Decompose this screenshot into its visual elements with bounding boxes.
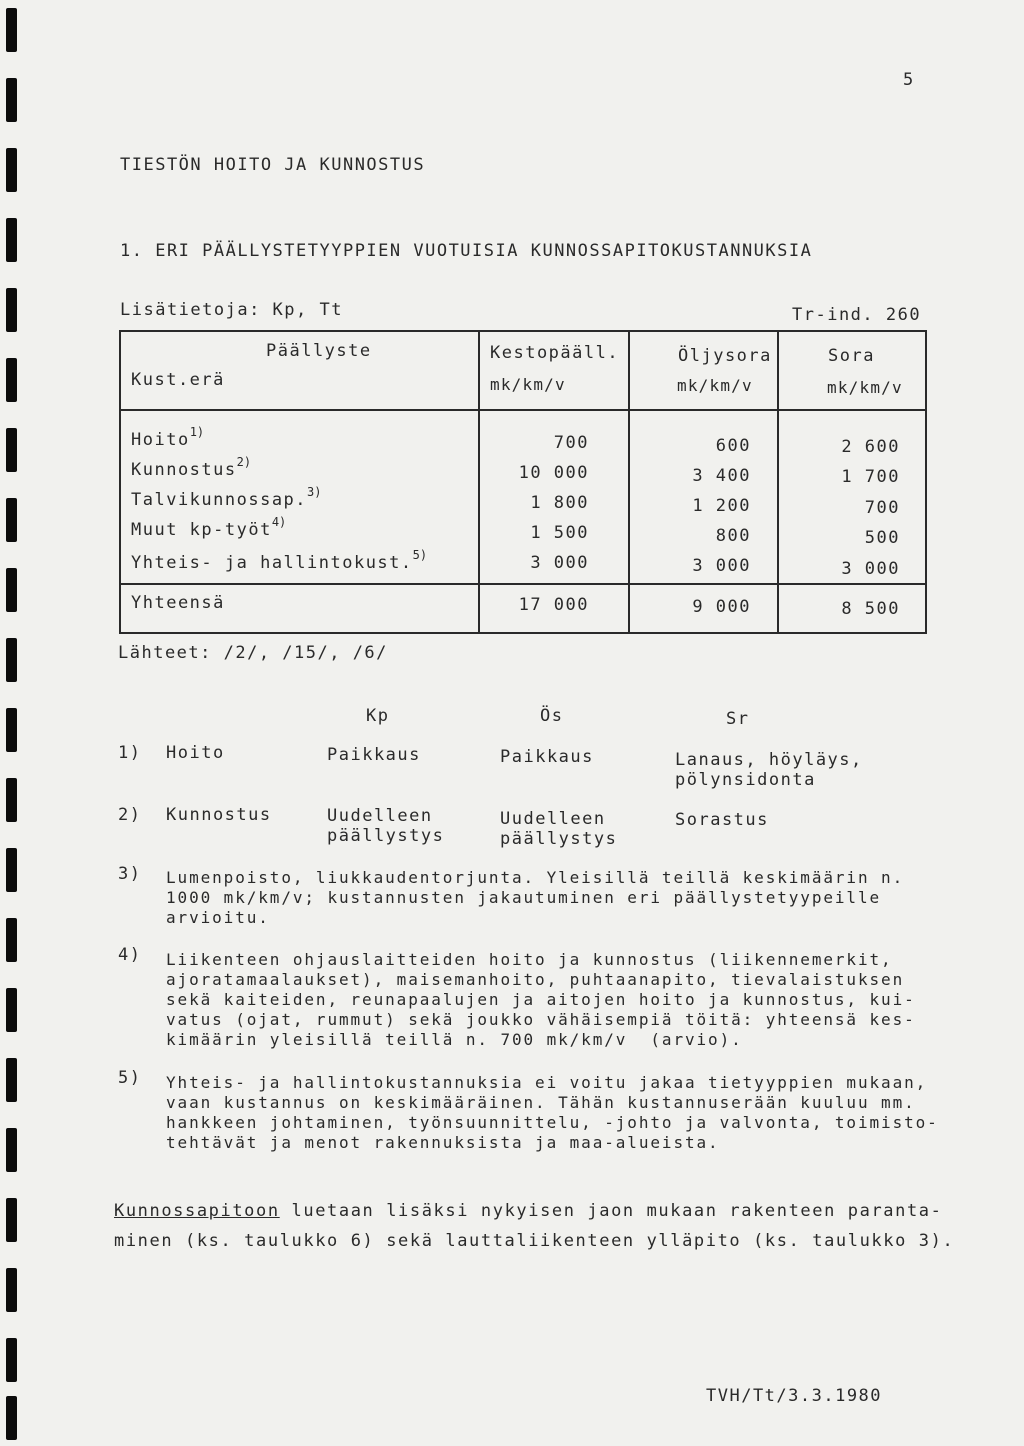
notes-header-kp: Kp bbox=[366, 706, 390, 726]
cell-total: 17 000 bbox=[518, 595, 589, 615]
binding-mark bbox=[6, 148, 17, 192]
closing-paragraph: Kunnossapitoon luetaan lisäksi nykyisen jaon mukaan rakenteen paranta- minen (ks. taulukko 6) sekä lauttaliikenteen ylläpito (ks. taulukko 3). bbox=[114, 1201, 955, 1251]
col-unit-oljysora: mk/km/v bbox=[677, 376, 753, 395]
note-label: Kunnostus bbox=[166, 805, 272, 825]
cell-total: 8 500 bbox=[841, 599, 900, 619]
cell-total: 9 000 bbox=[692, 597, 751, 617]
page-heading: TIESTÖN HOITO JA KUNNOSTUS bbox=[120, 155, 426, 175]
row-label-total: Yhteensä bbox=[131, 593, 225, 613]
row-label-yhteis-hallinto: Yhteis- ja hallintokust.$^{5)}$ bbox=[131, 548, 428, 573]
note-sr: Lanaus, höyläys, bbox=[675, 750, 863, 770]
binding-mark bbox=[6, 848, 17, 892]
binding-mark bbox=[6, 1338, 17, 1382]
note-os: Paikkaus bbox=[500, 747, 594, 767]
binding-mark bbox=[6, 8, 17, 52]
binding-mark bbox=[6, 428, 17, 472]
col-header-oljysora: Öljysora bbox=[678, 346, 772, 366]
note-number: 2) bbox=[118, 805, 142, 825]
row-label-kunnostus: Kunnostus$^{2)}$ bbox=[131, 455, 252, 480]
note-number: 3) bbox=[118, 864, 142, 884]
sources: Lähteet: /2/, /15/, /6/ bbox=[118, 643, 388, 663]
cell-value: 3 400 bbox=[692, 466, 751, 486]
cell-value: 1 200 bbox=[692, 496, 751, 516]
note-4-text: Liikenteen ohjauslaitteiden hoito ja kunnostus (liikennemerkit, ajoratamaalaukset), maisemanhoito, puhtaanapito, tievalaistuksen sekä kaiteiden, reunapaalujen ja aitojen hoito ja kunnostus, kui- vatus (ojat, rummut) sekä joukko vähäisempiä töitä: yhteensä kes- kimäärin yleisillä teillä n. 700 mk/km/v (arvio). bbox=[166, 950, 916, 1049]
cell-value: 700 bbox=[864, 498, 900, 518]
note-kp: päällystys bbox=[327, 826, 445, 846]
cell-value: 10 000 bbox=[518, 463, 589, 483]
binding-mark bbox=[6, 708, 17, 752]
note-number: 5) bbox=[118, 1068, 142, 1088]
binding-mark bbox=[6, 778, 17, 822]
binding-mark bbox=[6, 638, 17, 682]
note-os: päällystys bbox=[500, 829, 618, 849]
cell-value: 3 000 bbox=[841, 559, 900, 579]
cell-value: 700 bbox=[553, 433, 589, 453]
note-kp: Uudelleen bbox=[327, 806, 433, 826]
info-left: Lisätietoja: Kp, Tt bbox=[120, 300, 343, 320]
binding-mark bbox=[6, 1268, 17, 1312]
cell-value: 1 500 bbox=[530, 523, 589, 543]
binding-mark bbox=[6, 568, 17, 612]
page-number: 5 bbox=[903, 70, 915, 90]
binding-mark bbox=[6, 498, 17, 542]
binding-mark bbox=[6, 218, 17, 262]
note-3-text: Lumenpoisto, liukkaudentorjunta. Yleisillä teillä keskimäärin n. 1000 mk/km/v; kustannusten jakautuminen eri päällystetyypeille arvioitu. bbox=[166, 868, 905, 927]
cell-value: 600 bbox=[715, 436, 751, 456]
row-label-talvikunnossap: Talvikunnossap.$^{3)}$ bbox=[131, 485, 322, 510]
col-unit-kestopaall: mk/km/v bbox=[490, 375, 566, 394]
binding-mark bbox=[6, 918, 17, 962]
note-sr: pölynsidonta bbox=[675, 770, 816, 790]
cell-value: 1 700 bbox=[841, 467, 900, 487]
note-label: Hoito bbox=[166, 743, 225, 763]
note-number: 4) bbox=[118, 945, 142, 965]
note-kp: Paikkaus bbox=[327, 745, 421, 765]
notes-header-sr: Sr bbox=[726, 709, 750, 729]
col-unit-sora: mk/km/v bbox=[827, 378, 903, 397]
binding-mark bbox=[6, 1396, 17, 1440]
binding-mark bbox=[6, 78, 17, 122]
cell-value: 3 000 bbox=[530, 553, 589, 573]
cell-value: 3 000 bbox=[692, 556, 751, 576]
header-kust-era: Kust.erä bbox=[131, 370, 225, 390]
col-header-kestopaall: Kestopääll. bbox=[490, 343, 620, 363]
notes-header-os: Ös bbox=[540, 706, 564, 726]
header-paallyste: Päällyste bbox=[266, 341, 372, 361]
note-number: 1) bbox=[118, 743, 142, 763]
cell-value: 500 bbox=[864, 528, 900, 548]
note-5-text: Yhteis- ja hallintokustannuksia ei voitu jakaa tietyyppien mukaan, vaan kustannus on keskimääräinen. Tähän kustannuserään kuuluu mm. hankkeen johtaminen, työnsuunnittelu, -johto ja valvonta, toimisto- tehtävät ja menot rakennuksista ja maa-alueista. bbox=[166, 1073, 939, 1152]
note-sr: Sorastus bbox=[675, 810, 769, 830]
row-label-muut-kp-tyot: Muut kp-työt$^{4)}$ bbox=[131, 515, 287, 540]
binding-mark bbox=[6, 988, 17, 1032]
cell-value: 800 bbox=[715, 526, 751, 546]
binding-mark bbox=[6, 1198, 17, 1242]
row-label-hoito: Hoito$^{1)}$ bbox=[131, 425, 205, 450]
binding-mark bbox=[6, 1058, 17, 1102]
cell-value: 1 800 bbox=[530, 493, 589, 513]
col-header-sora: Sora bbox=[828, 346, 875, 366]
binding-mark bbox=[6, 1128, 17, 1172]
section-title: 1. ERI PÄÄLLYSTETYYPPIEN VUOTUISIA KUNNOSSAPITOKUSTANNUKSIA bbox=[120, 241, 813, 261]
cell-value: 2 600 bbox=[841, 437, 900, 457]
binding-mark bbox=[6, 358, 17, 402]
note-os: Uudelleen bbox=[500, 809, 606, 829]
footer-reference: TVH/Tt/3.3.1980 bbox=[706, 1386, 883, 1406]
binding-mark bbox=[6, 288, 17, 332]
info-right: Tr-ind. 260 bbox=[792, 305, 922, 325]
